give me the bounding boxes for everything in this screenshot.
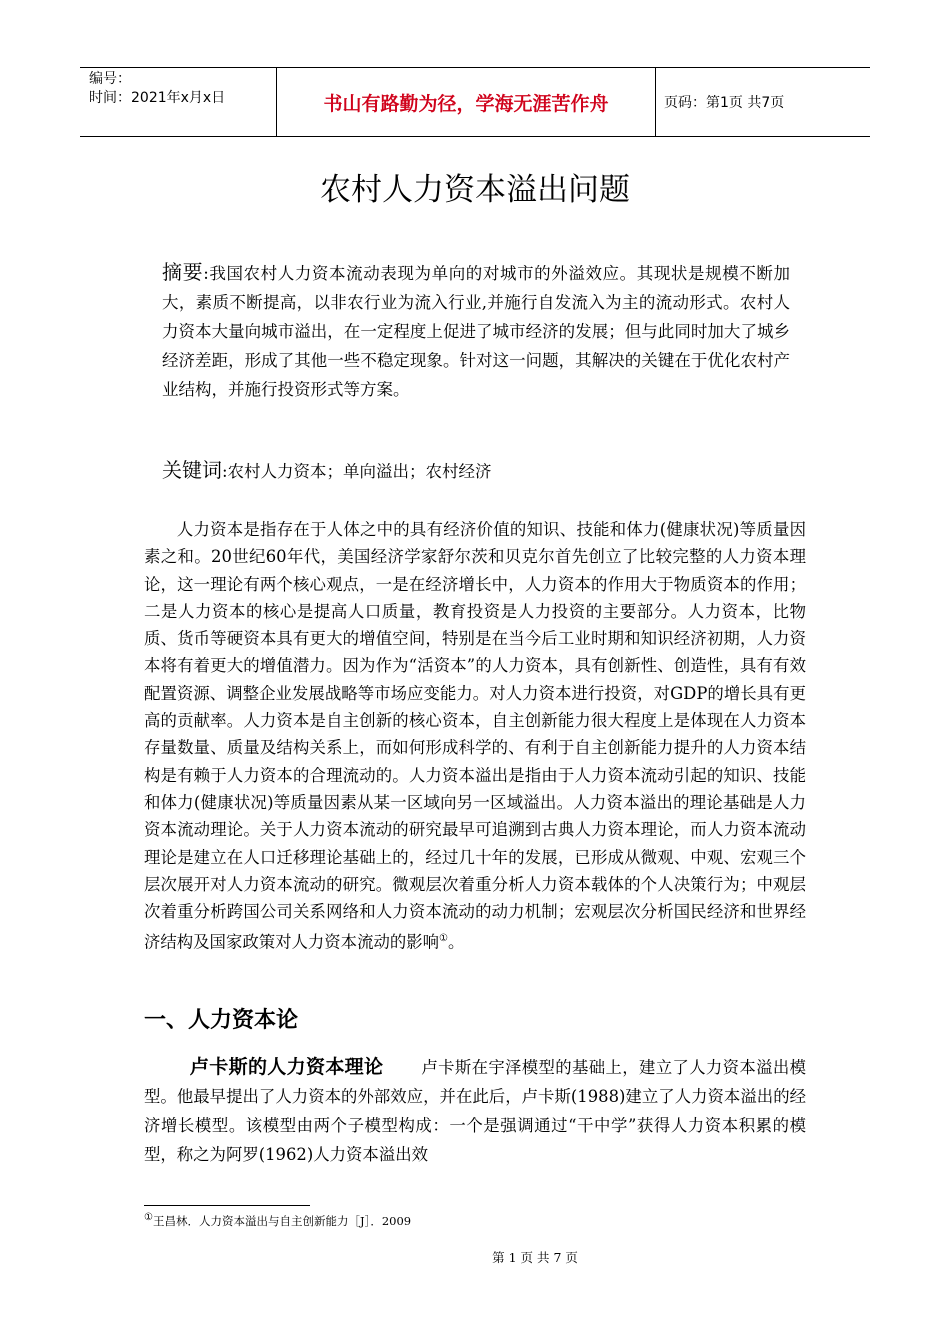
keywords xyxy=(162,456,802,486)
abstract-label: 摘要 xyxy=(162,260,204,284)
footnote-text: 王昌林．人力资本溢出与自主创新能力［J］．2009 xyxy=(152,1213,412,1228)
footnote xyxy=(144,1212,411,1229)
paragraph-text: 卢卡斯在宇泽模型的基础上，建立了人力资本溢出模型。他最早提出了人力资本的外部效应，并在此后，卢卡斯(1988)建立了人力资本溢出的经济增长模型。该模型由两个子模型构成：一个是强调通过“干中学”获得人力资本积累的模型，称之为阿罗(1962)人力资本溢出效 xyxy=(144,1058,806,1164)
number-label: 编号： xyxy=(89,71,131,87)
paragraph-end: 。 xyxy=(448,932,465,952)
body-paragraph-2 xyxy=(144,1053,806,1169)
footnote-divider xyxy=(144,1205,310,1206)
page-title: 农村人力资本溢出问题 xyxy=(320,172,630,208)
abstract-text: :我国农村人力资本流动表现为单向的对城市的外溢效应。其现状是规模不断加大，素质不断提高，以非农行业为流入行业,并施行自发流入为主的流动形式。农村人力资本大量向城市溢出，在一定程度上促进了城市经济的发展；但与此同时加大了城乡经济差距，形成了其他一些不稳定现象。针对这一问题，其解决的关键在于优化农村产业结构，并施行投资形式等方案。 xyxy=(162,264,791,399)
header-table xyxy=(80,67,870,137)
footnote-marker[interactable]: ① xyxy=(439,933,448,945)
section-heading: 一、人力资本论 xyxy=(144,1008,299,1033)
header-info-cell xyxy=(80,68,277,136)
page-footer: 第 1 页 共 7 页 xyxy=(492,1250,578,1265)
paragraph-text: 人力资本是指存在于人体之中的具有经济价值的知识、技能和体力(健康状况)等质量因素之和。20世纪60年代，美国经济学家舒尔茨和贝克尔首先创立了比较完整的人力资本理论，这一理论有两个核心观点，一是在经济增长中，人力资本的作用大于物质资本的作用；二是人力资本的核心是提高人口质量，教育投资是人力投资的主要部分。人力资本，比物质、货币等硬资本具有更大的增值空间，特别是在当今后工业时期和知识经济初期，人力资本将有着更大的增值潜力。因为作为“活资本”的人力资本，具有创新性、创造性，具有有效配置资源、调整企业发展战略等市场应变能力。对人力资本进行投资，对GDP的增长具有更高的贡献率。人力资本是自主创新的核心资本，自主创新能力很大程度上是体现在人力资本存量数量、质量及结构关系上，而如何形成科学的、有利于自主创新能力提升的人力资本结构是有赖于人力资本的合理流动的。人力资本溢出是指由于人力资本流动引起的知识、技能和体力(健康状况)等质量因素从某一区域向另一区域溢出。人力资本溢出的理论基础是人力资本流动理论。关于人力资本流动的研究最早可追溯到古典人力资本理论，而人力资本流动理论是建立在人口迁移理论基础上的，经过几十年的发展，已形成从微观、中观、宏观三个层次展开对人力资本流动的研究。微观层次着重分析人力资本载体的个人决策行为；中观层次着重分析跨国公司关系网络和人力资本流动的动力机制；宏观层次分析国民经济和世界经济结构及国家政策对人力资本流动的影响 xyxy=(144,520,806,952)
body-paragraph-1 xyxy=(144,516,806,956)
abstract xyxy=(162,258,790,404)
subsection-title: 卢卡斯的人力资本理论 xyxy=(189,1056,384,1078)
keywords-label: 关键词 xyxy=(162,458,222,482)
keywords-text: :农村人力资本；单向溢出；农村经济 xyxy=(222,462,492,481)
page-label: 页码：第1页 共7页 xyxy=(664,95,785,111)
time-label: 时间：2021年x月x日 xyxy=(89,90,226,106)
motto: 书山有路勤为径，学海无涯苦作舟 xyxy=(277,68,656,136)
footnote-mark: ① xyxy=(144,1212,153,1223)
